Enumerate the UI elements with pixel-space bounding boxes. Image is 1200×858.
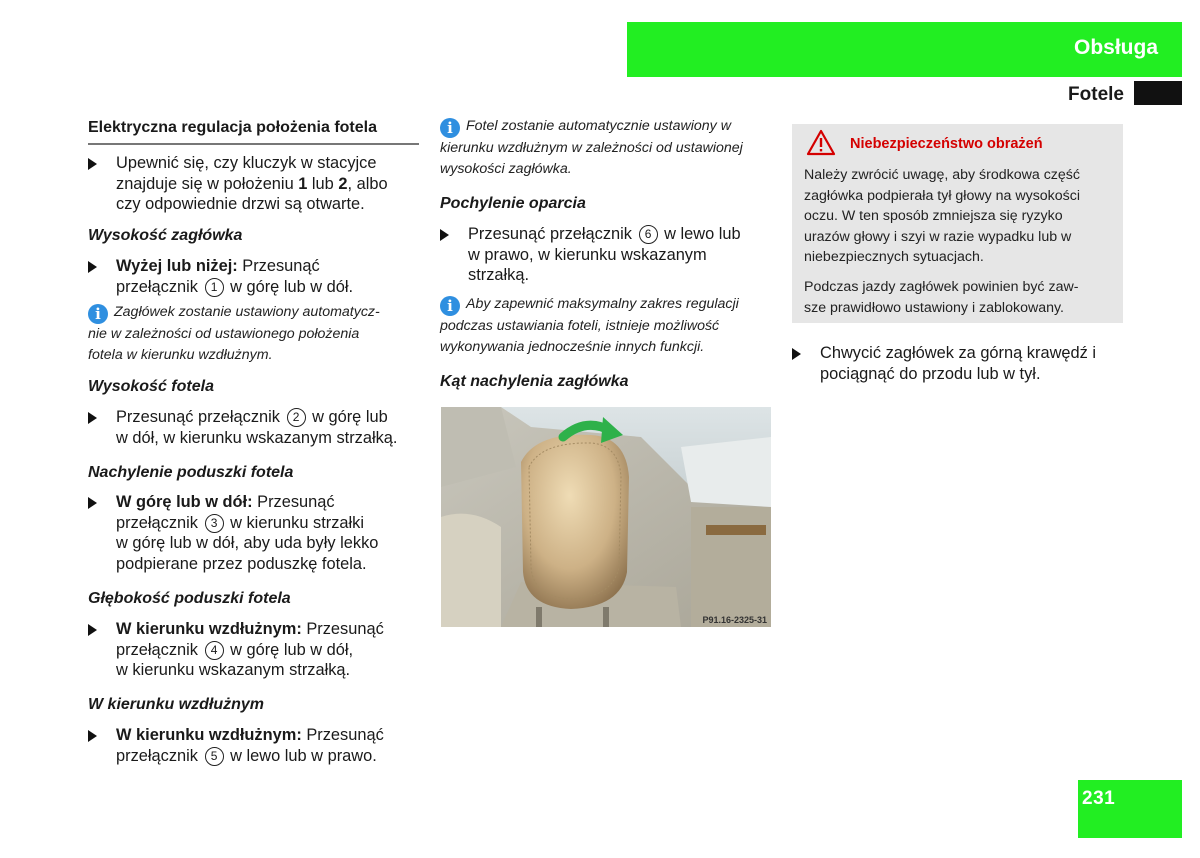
warning-title: Niebezpieczeństwo obrażeń	[850, 136, 1043, 152]
switch-number-4: 4	[205, 641, 224, 660]
list-item-cushion-depth: W kierunku wzdłużnym: Przesunąć przełącznik 4 w górę lub w dół, w kierunku wskazanym strzałką.	[88, 619, 428, 681]
switch-number-6: 6	[639, 225, 658, 244]
bullet-arrow-icon	[88, 497, 97, 509]
switch-number-1: 1	[205, 278, 224, 297]
heading-rule	[88, 143, 419, 145]
bullet-arrow-icon	[440, 229, 449, 241]
headrest-photo	[441, 407, 771, 627]
info-note-max-range: i Aby zapewnić maksymalny zakres regulacji podczas ustawiania foteli, istnieje możliwość wykonywania jednocześnie innych funkcji.	[440, 296, 739, 355]
subheading-cushion-tilt: Nachylenie poduszki fotela	[88, 464, 294, 481]
figure-code: P91.16-2325-31	[702, 615, 767, 625]
list-item-headrest-height: Wyżej lub niżej: Przesunąć przełącznik 1 w górę lub w dół.	[88, 256, 428, 297]
list-item-longitudinal: W kierunku wzdłużnym: Przesunąć przełącznik 5 w lewo lub w prawo.	[88, 725, 428, 766]
info-note-headrest: i Zagłówek zostanie ustawiony automatycz- nie w zależności od ustawionego położenia fotela w kierunku wzdłużnym.	[88, 304, 380, 363]
switch-number-3: 3	[205, 514, 224, 533]
tab-marker	[1134, 81, 1182, 105]
list-item-cushion-tilt: W górę lub w dół: Przesunąć przełącznik 3 w kierunku strzałki w górę lub w dół, aby uda były lekko podpierane przez poduszkę fotela.	[88, 492, 428, 574]
page-number: 231	[1082, 788, 1116, 809]
subheading-backrest: Pochylenie oparcia	[440, 195, 586, 212]
warning-triangle-icon	[806, 129, 836, 156]
bullet-arrow-icon	[792, 348, 801, 360]
main-heading: Elektryczna regulacja położenia fotela	[88, 119, 377, 136]
info-note-auto-adjust: i Fotel zostanie automatycznie ustawiony w kierunku wzdłużnym w zależności od ustawionej wysokości zagłówka.	[440, 118, 743, 177]
subheading-headrest-angle: Kąt nachylenia zagłówka	[440, 373, 629, 390]
list-item-backrest: Przesunąć przełącznik 6 w lewo lub w prawo, w kierunku wskazanym strzałką.	[440, 224, 780, 286]
bullet-arrow-icon	[88, 730, 97, 742]
info-icon: i	[440, 296, 460, 316]
bullet-arrow-icon	[88, 261, 97, 273]
info-icon: i	[440, 118, 460, 138]
header-bar	[627, 22, 1182, 77]
info-icon: i	[88, 304, 108, 324]
subheading-seat-height: Wysokość fotela	[88, 378, 214, 395]
section-title: Obsługa	[1073, 36, 1158, 59]
switch-number-2: 2	[287, 408, 306, 427]
bullet-arrow-icon	[88, 158, 97, 170]
list-item-seat-height: Przesunąć przełącznik 2 w górę lub w dół, w kierunku wskazanym strzałką.	[88, 407, 428, 448]
warning-box	[792, 124, 1123, 323]
switch-number-5: 5	[205, 747, 224, 766]
warning-paragraph-2: Podczas jazdy zagłówek powinien być zaw- sze prawidłowo ustawiony i zablokowany.	[804, 279, 1079, 316]
list-item-intro: Upewnić się, czy kluczyk w stacyjce znajduje się w położeniu 1 lub 2, albo czy odpowiednie drzwi są otwarte.	[88, 153, 428, 215]
subheading-headrest-height: Wysokość zagłówka	[88, 227, 243, 244]
subsection-title: Fotele	[1068, 84, 1124, 105]
headrest-illustration	[441, 407, 771, 627]
page-number-box	[1078, 780, 1182, 838]
list-item-grab-headrest: Chwycić zagłówek za górną krawędź i pociągnąć do przodu lub w tył.	[792, 343, 1132, 384]
subheading-cushion-depth: Głębokość poduszki fotela	[88, 590, 291, 607]
bullet-arrow-icon	[88, 412, 97, 424]
bullet-arrow-icon	[88, 624, 97, 636]
subheading-longitudinal: W kierunku wzdłużnym	[88, 696, 265, 713]
warning-paragraph-1: Należy zwrócić uwagę, aby środkowa część zagłówka podpierała tył głowy na wysokości oczu. W ten sposób zmniejsza się ryzyko urazów głowy i szyi w razie wypadku lub w niebezpiecznych sytuacjach.	[804, 167, 1081, 265]
